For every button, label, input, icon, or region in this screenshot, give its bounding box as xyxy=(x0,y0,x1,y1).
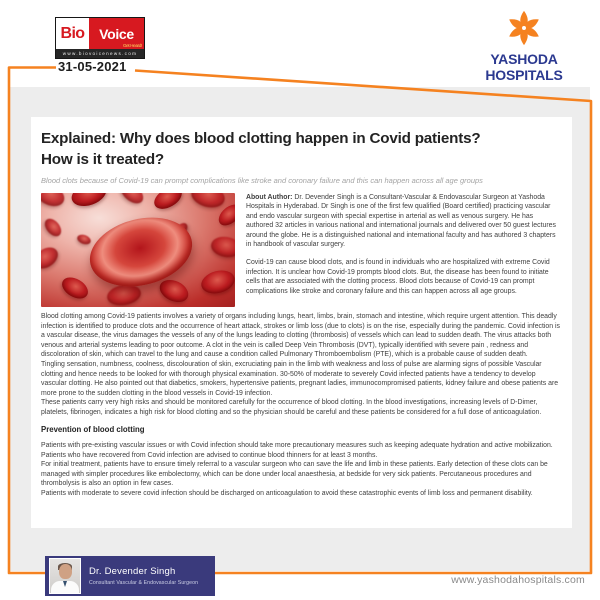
doctor-photo xyxy=(49,558,81,594)
article-body xyxy=(41,312,562,499)
biovoice-tagline: Get Heard! xyxy=(122,43,142,48)
blood-cell xyxy=(58,273,91,303)
body-paragraph-2: Tingling sensation, numbness, coolness, discolouration of skin, excruciating pain in the limb with weakness and loss of pulse are alarming signs of possible Vascular clotting and hence needs to be looked for with thorough physical examination. 30-50% of moderate to severely Covid infected patients have a tendency to develop vascular clotting. He also pointed out that diabetics, smokers, hypertensive patients, pregnant ladies, immunocompromised patients, kidney failure and obese patients are more prone to the sudden clotting in the blood vessels in Covid-19 infection. xyxy=(41,360,559,397)
article-card xyxy=(31,117,572,528)
body-paragraph-1: Blood clotting among Covid-19 patients involves a variety of organs including lungs, heart, limbs, brain, stomach and intestine, which require urgent attention. This deadly infection is identified to produce clots and the occurrence of heart attack, strokes or limb loss (due to clots) is on the rise, especially during the pandemic. Covid infection is a vascular disease, the virus damages the vessels of any of the lungs leading to clotting (thrombosis) of vessels which can lead to sudden death. The virus attacks both venous and arterial systems leading to poor outcome. A clot in the vein is called Deep Vein Thrombosis (DVT), typically identified with severe pain , redness and discoloration of skin, which can travel to the lung and cause a condition called Pulmonary Thromboembolism (PTE), which is a probable cause of sudden death. xyxy=(41,312,560,359)
blood-cell xyxy=(42,216,65,240)
about-author-label: About Author: xyxy=(246,193,293,201)
about-author-text: Dr. Devender Singh is a Consultant-Vascular & Endovascular Surgeon at Yashoda Hospitals in Hyderabad. Dr Singh is one of the first few qualified (Board certified) practicing vascular and endo vascular surgeon with special expertise in arterial as well as venous surgery. He has authored 32 articles in various national and international journals and delivered over 50 guest lectures around the globe. He is a distinguished national and international faculty and has authored 3 chapters in handbook of vascular surgery. xyxy=(246,193,556,248)
doctor-photo-face xyxy=(59,564,72,579)
blood-cell xyxy=(151,193,186,213)
author-column xyxy=(246,193,562,307)
blood-cell xyxy=(189,193,228,211)
yashoda-name-line2: HOSPITALS xyxy=(485,66,563,83)
biovoice-website: www.biovoicenews.com xyxy=(56,49,144,58)
doctor-designation: Consultant Vascular & Endovascular Surgeon xyxy=(89,579,199,586)
about-author-paragraph xyxy=(246,193,562,249)
blood-cells-image xyxy=(41,193,235,307)
article-columns xyxy=(41,193,562,307)
doctor-badge xyxy=(45,556,215,596)
blood-cell xyxy=(156,276,192,307)
doctor-photo-image xyxy=(50,559,80,593)
biovoice-voice-text xyxy=(89,18,144,49)
biovoice-bio-text: Bio xyxy=(56,18,89,49)
prevention-section-heading: Prevention of blood clotting xyxy=(41,425,145,435)
blood-cell xyxy=(76,233,92,246)
article-title-line2: How is it treated? xyxy=(41,150,164,168)
prevention-paragraph-1: Patients with pre-existing vascular issues or with Covid infection should take more precautionary measures such as keeping adequate hydration and active mobilization. Patients who have recovered from Covid infection are advised to continue blood thinners for at least 3 months. xyxy=(41,442,553,459)
blood-cell xyxy=(41,243,62,273)
biovoice-logo xyxy=(55,17,145,59)
prevention-paragraph-2: For initial treatment, patients have to ensure timely referral to a vascular surgeon who can save the life and limb in these patients. Early detection of these clots can be managed with simpler procedures like embolectomy, which can be done under local anaesthesia, at bedside for very sick patients. Percutaneous procedures and thrombolysis is also an option in few cases. xyxy=(41,461,548,488)
article-title-line1: Explained: Why does blood clotting happen in Covid patients? xyxy=(41,130,481,147)
blood-cell xyxy=(41,193,68,210)
doctor-info xyxy=(89,566,198,586)
intro-paragraph: Covid-19 can cause blood clots, and is found in individuals who are hospitalized with extreme Covid infection. It is unclear how Covid-19 prompts blood clots. But, the disease has been found to initiate cells that are associated with the clotting process. Blood clots because of Covid-19 can prompt complications like stroke and coronary failure and this can happen across all age groups. xyxy=(246,259,550,295)
biovoice-voice-label: Voice xyxy=(99,25,134,42)
doctor-name: Dr. Devender Singh xyxy=(89,566,176,578)
hospital-website-link[interactable]: www.yashodahospitals.com xyxy=(451,574,585,586)
yashoda-name-line1: YASHODA xyxy=(490,51,558,67)
article-title xyxy=(41,129,562,171)
publication-date: 31-05-2021 xyxy=(58,59,127,74)
biovoice-logo-top xyxy=(56,18,144,49)
prevention-paragraph-3: Patients with moderate to severe covid infection should be discharged on anticoagulation to avoid these catastrophic events of limb loss and permanent disability. xyxy=(41,490,533,498)
yashoda-flower-icon xyxy=(505,10,543,46)
article-subtitle: Blood clots because of Covid-19 can prompt complications like stroke and coronary failure and this can happen across all age groups xyxy=(41,175,483,185)
yashoda-hospitals-logo xyxy=(468,10,580,82)
blood-cell xyxy=(68,193,109,210)
body-paragraph-3: These patients carry very high risks and should be monitored carefully for the occurrence of blood clotting. In the blood investigations, increasing levels of D-Dimer, platelets, fibrinogen, indicates a high risk for blood clotting and so the physician should be careful and these patients be considered for a full dose of anticoagulation. xyxy=(41,399,542,416)
blood-cell xyxy=(209,234,235,259)
blood-cell xyxy=(117,193,147,207)
blood-cell xyxy=(199,267,235,297)
